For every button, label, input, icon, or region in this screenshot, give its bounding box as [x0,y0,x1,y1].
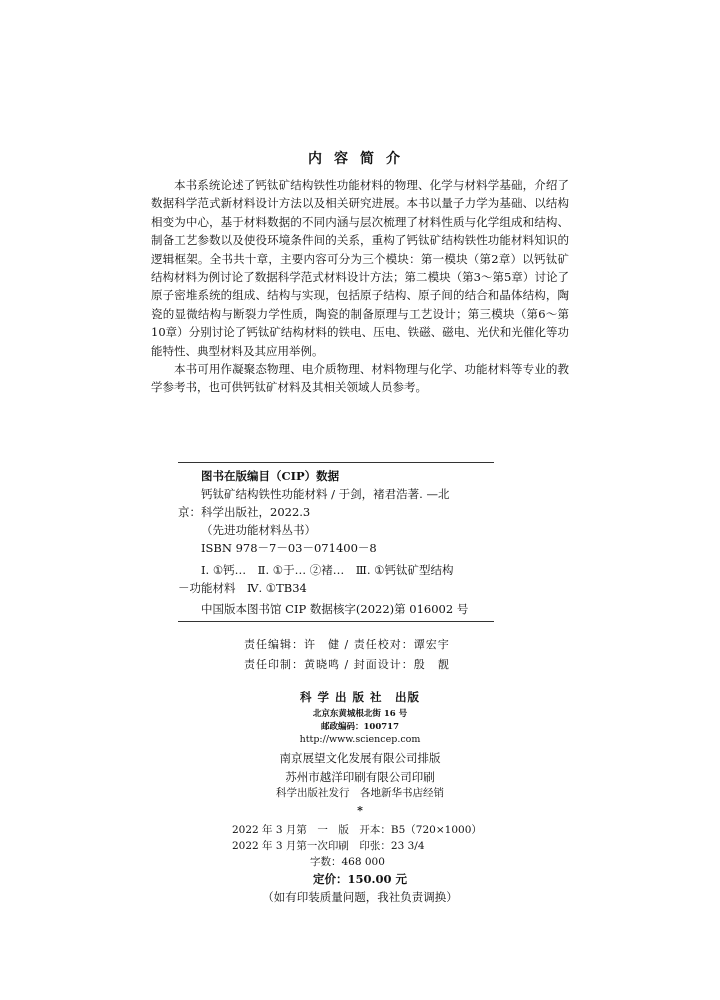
cip-top-rule [178,462,494,463]
cip-line-title: 钙钛矿结构铁性功能材料 / 于剑，褚君浩著. —北 [201,487,450,501]
publisher-address: 北京东黄城根北街 16 号 [312,709,408,719]
edition-line-1: 2022 年 3 月第 一 版 开本：B5（720×1000） [232,824,482,836]
word-count: 字数：468 000 [310,856,385,868]
cip-bottom-rule [178,621,494,622]
cip-line-classification: Ⅰ. ①钙… Ⅱ. ①于… ②褚… Ⅲ. ①钙钛矿型结构 [201,563,454,577]
cip-approval-number: 中国版本图书馆 CIP 数据核字(2022)第 016002 号 [201,602,469,616]
quality-notice: （如有印装质量问题，我社负责调换） [262,890,458,904]
credits-line-2: 责任印制：黄晓鸣 / 封面设计：殷 靓 [244,658,450,671]
distributor: 科学出版社发行 各地新华书店经销 [276,787,444,799]
printer: 苏州市越洋印刷有限公司印刷 [285,770,435,784]
cip-line-publisher: 京：科学出版社，2022.3 [178,505,311,519]
publisher-url: http://www.sciencep.com [299,734,421,745]
page-title: 内容简介 [308,151,412,167]
intro-paragraph-1: 本书系统论述了钙钛矿结构铁性功能材料的物理、化学与材料学基础，介绍了数据科学范式新材料设计方法以及相关研究进展。本书以量子力学为基础、以结构相变为中心，基于材料数据的不同内涵与层次梳理了材料性质与化学组成和结构、制备工艺参数以及使役环境条件间的关系，重构了钙钛矿结构铁性功能材料知识的逻辑框架。全书共十章，主要内容可分为三个模块：第一模块（第2章）以钙钛矿结构材料为例讨论了数据科学范式材料设计方法；第二模块（第3～第5章）讨论了原子密堆系统的组成、结构与实现，包括原子结构、原子间的结合和晶体结构，陶瓷的显微结构与断裂力学性质，陶瓷的制备原理与工艺设计；第三模块（第6～第10章）分别讨论了钙钛矿结构材料的铁电、压电、铁磁、磁电、光伏和光催化等功能特性、典型材料及其应用举例。 [151,178,569,358]
intro-paragraph-2: 本书可用作凝聚态物理、电介质物理、材料物理与化学、功能材料等专业的教学参考书，也可供钙钛矿材料及其相关领域人员参考。 [151,362,569,395]
publisher-postcode: 邮政编码：100717 [321,722,399,732]
credits-line-1: 责任编辑：许 健 / 责任校对：谭宏宇 [244,638,450,651]
separator-star: * [357,804,363,817]
cip-heading: 图书在版编目（CIP）数据 [201,469,340,483]
price: 定价：150.00 元 [312,872,407,886]
typesetter: 南京展望文化发展有限公司排版 [279,751,441,765]
cip-line-isbn: ISBN 978－7－03－071400－8 [201,541,377,555]
cip-line-classification-cont: －功能材料 Ⅳ. ①TB34 [178,581,307,595]
publisher-name: 科 学 出 版 社 出版 [299,690,420,704]
cip-line-series: （先进功能材料丛书） [201,523,316,537]
edition-line-2: 2022 年 3 月第一次印刷 印张：23 3/4 [232,840,425,852]
intro-text [151,176,569,397]
